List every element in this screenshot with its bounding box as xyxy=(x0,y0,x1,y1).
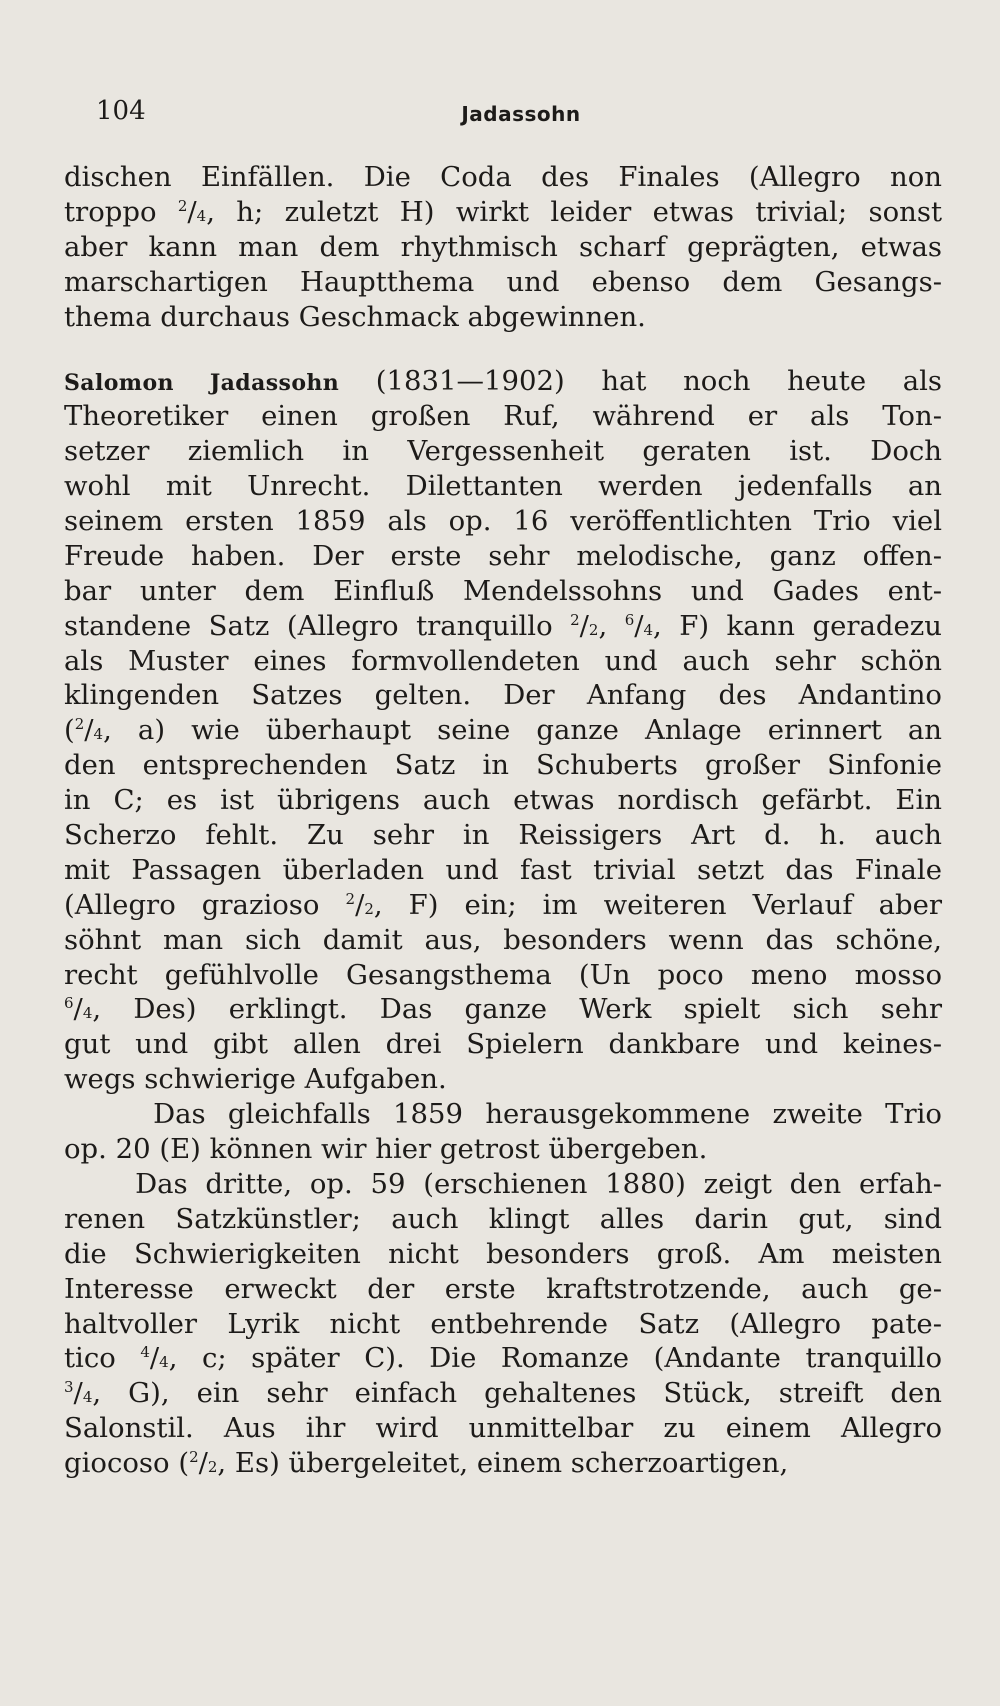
text-segment: / xyxy=(84,714,94,747)
text-line xyxy=(64,678,942,713)
text-segment: haltvoller Lyrik nicht entbehrende Satz (Allegro pate- xyxy=(64,1307,942,1340)
text-line xyxy=(64,888,942,923)
text-line xyxy=(64,399,942,434)
text-segment: wohl mit Unrecht. Dilettanten werden jedenfalls an xyxy=(64,470,942,503)
paragraph xyxy=(64,160,942,334)
text-segment: Das gleichfalls 1859 herausgekommene zweite Trio xyxy=(64,1098,942,1131)
text-segment: / xyxy=(198,1447,208,1480)
text-segment: mit Passagen überladen und fast trivial setzt das Finale xyxy=(64,853,942,886)
paragraph xyxy=(64,1167,942,1481)
fraction-numerator: 2 xyxy=(345,889,356,908)
composer-name: Salomon Jadassohn xyxy=(64,370,340,397)
fraction-denominator: 2 xyxy=(364,899,374,918)
text-segment: thema durchaus Geschmack abgewinnen. xyxy=(64,300,646,333)
running-head: Jadassohn xyxy=(461,102,581,126)
fraction-numerator: 6 xyxy=(624,610,635,629)
fraction-denominator: 4 xyxy=(82,1388,93,1407)
text-line xyxy=(64,1376,942,1411)
fraction-denominator: 2 xyxy=(207,1458,218,1477)
text-line xyxy=(64,1132,942,1167)
text-line xyxy=(64,853,942,888)
text-segment: , c; später C). Die Romanze (Andante tranquillo xyxy=(168,1342,943,1375)
fraction-numerator: 2 xyxy=(570,610,580,629)
text-segment: Scherzo fehlt. Zu sehr in Reissigers Art d. h. auch xyxy=(64,819,942,852)
fraction-denominator: 4 xyxy=(82,1004,93,1023)
text-segment: , a) wie überhaupt seine ganze Anlage erinnert an xyxy=(103,714,942,747)
fraction-numerator: 4 xyxy=(140,1343,150,1362)
text-segment: dischen Einfällen. Die Coda des Finales (Allegro non xyxy=(64,161,942,193)
text-segment: gut und gibt allen drei Spielern dankbare und keines- xyxy=(64,1028,942,1061)
text-segment: ( xyxy=(64,714,75,747)
text-segment: Theoretiker einen großen Ruf, während er als Ton- xyxy=(64,400,942,433)
text-segment: wegs schwierige Aufgaben. xyxy=(64,1063,447,1096)
text-segment: marschartigen Hauptthema und ebenso dem Gesangs- xyxy=(64,265,942,298)
text-line xyxy=(64,1307,942,1342)
text-line xyxy=(64,609,942,644)
text-segment: klingenden Satzes gelten. Der Anfang des Andantino xyxy=(64,679,942,712)
text-segment: giocoso ( xyxy=(64,1447,190,1480)
paragraph-gap xyxy=(64,334,942,364)
fraction-denominator: 4 xyxy=(159,1353,169,1372)
text-segment: seinem ersten 1859 als op. 16 veröffentlichten Trio viel xyxy=(64,505,942,538)
text-segment: , Des) erklingt. Das ganze Werk spielt sich sehr xyxy=(92,993,942,1026)
text-line xyxy=(64,1446,942,1481)
text-segment: / xyxy=(73,993,83,1026)
text-segment: standene Satz (Allegro tranquillo xyxy=(64,609,571,642)
text-line xyxy=(64,958,942,993)
text-line xyxy=(64,160,942,195)
text-segment: , xyxy=(598,609,625,642)
text-segment: Das dritte, op. 59 (erschienen 1880) zeigt den erfah- xyxy=(64,1167,942,1200)
text-line xyxy=(64,1272,942,1307)
text-line xyxy=(64,1411,942,1446)
text-line xyxy=(64,1027,942,1062)
text-segment: Freude haben. Der erste sehr melodische, ganz offen- xyxy=(64,539,942,572)
text-line xyxy=(64,1202,942,1237)
text-line xyxy=(64,748,942,783)
text-segment: als Muster eines formvollendeten und auch sehr schön xyxy=(64,644,942,677)
fraction-numerator: 6 xyxy=(64,994,74,1013)
body-text xyxy=(64,160,942,1481)
text-segment: aber kann man dem rhythmisch scharf geprägten, etwas xyxy=(64,230,942,263)
text-line xyxy=(64,1341,942,1376)
text-segment: / xyxy=(73,1377,83,1410)
text-segment: Interesse erweckt der erste kraftstrotzende, auch ge- xyxy=(64,1272,942,1305)
text-line xyxy=(64,644,942,679)
text-line xyxy=(64,230,942,265)
text-line xyxy=(64,1062,942,1097)
text-line xyxy=(64,818,942,853)
text-segment: , F) ein; im weiteren Verlauf aber xyxy=(373,888,942,921)
text-line xyxy=(64,364,942,399)
text-segment: bar unter dem Einfluß Mendelssohns und Gades ent- xyxy=(64,574,942,607)
page-number: 104 xyxy=(96,96,146,126)
text-segment: den entsprechenden Satz in Schuberts großer Sinfonie xyxy=(64,749,942,782)
text-line xyxy=(64,469,942,504)
fraction-denominator: 4 xyxy=(643,620,654,639)
text-segment: tico xyxy=(64,1342,141,1375)
text-segment: söhnt man sich damit aus, besonders wenn das schöne, xyxy=(64,923,942,956)
text-segment: / xyxy=(187,195,197,228)
text-line xyxy=(64,434,942,469)
paragraph xyxy=(64,1097,942,1167)
fraction-numerator: 2 xyxy=(74,715,85,734)
text-line xyxy=(64,265,942,300)
text-line xyxy=(64,923,942,958)
text-segment: / xyxy=(579,609,589,642)
text-segment: (1831—1902) hat noch heute als xyxy=(339,365,942,398)
text-segment: in C; es ist übrigens auch etwas nordisch gefärbt. Ein xyxy=(64,784,942,817)
text-segment: , Es) übergeleitet, einem scherzoartigen, xyxy=(217,1447,789,1480)
text-segment: / xyxy=(634,609,644,642)
text-line xyxy=(64,574,942,609)
text-line xyxy=(64,300,942,335)
fraction-numerator: 3 xyxy=(64,1378,74,1397)
fraction-denominator: 4 xyxy=(93,725,104,744)
page-header xyxy=(96,96,946,136)
text-segment: (Allegro grazioso xyxy=(64,888,346,921)
text-segment: op. 20 (E) können wir hier getrost übergeben. xyxy=(64,1133,708,1166)
text-segment: recht gefühlvolle Gesangsthema (Un poco meno mosso xyxy=(64,958,942,991)
text-line xyxy=(64,992,942,1027)
text-segment: / xyxy=(355,888,365,921)
fraction-numerator: 2 xyxy=(189,1448,199,1467)
text-segment: setzer ziemlich in Vergessenheit geraten ist. Doch xyxy=(64,435,942,468)
text-segment: Salonstil. Aus ihr wird unmittelbar zu einem Allegro xyxy=(64,1412,942,1445)
text-segment: , F) kann geradezu xyxy=(653,609,942,642)
text-line xyxy=(64,1237,942,1272)
text-line xyxy=(64,539,942,574)
text-segment: , h; zuletzt H) wirkt leider etwas trivial; sonst xyxy=(206,195,942,228)
text-segment: , G), ein sehr einfach gehaltenes Stück, streift den xyxy=(92,1377,942,1410)
paragraph xyxy=(64,364,942,1097)
text-segment: renen Satzkünstler; auch klingt alles darin gut, sind xyxy=(64,1202,942,1235)
text-line xyxy=(64,1167,942,1202)
text-segment: troppo xyxy=(64,195,178,228)
fraction-denominator: 4 xyxy=(196,206,207,225)
text-line xyxy=(64,713,942,748)
fraction-numerator: 2 xyxy=(177,196,188,215)
text-segment: / xyxy=(149,1342,160,1375)
text-line xyxy=(64,195,942,230)
text-line xyxy=(64,1097,942,1132)
fraction-denominator: 2 xyxy=(588,620,599,639)
text-line xyxy=(64,783,942,818)
text-segment: die Schwierigkeiten nicht besonders groß. Am meisten xyxy=(64,1237,942,1270)
text-line xyxy=(64,504,942,539)
